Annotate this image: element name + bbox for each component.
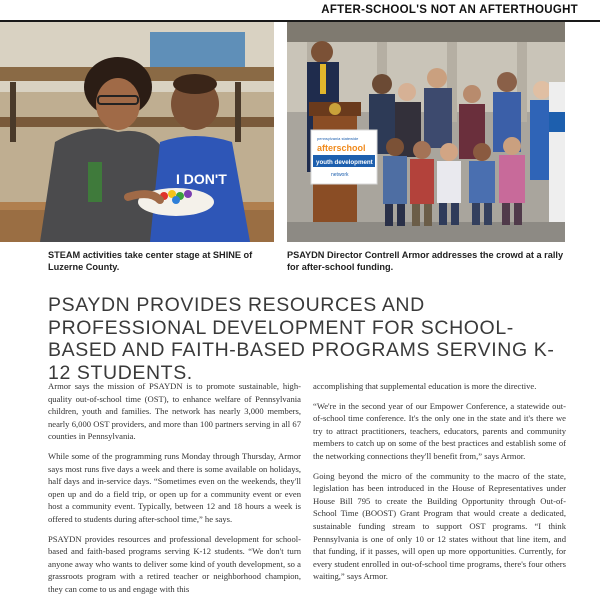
podium-sign-brand: afterschool [317, 143, 366, 153]
right-photo-caption: PSAYDN Director Contrell Armor addresses the crowd at a rally for after-school funding. [287, 250, 564, 272]
steam-photo-illustration [0, 22, 274, 242]
steam-activity-photo [0, 22, 274, 242]
section-header [0, 0, 600, 22]
left-photo-caption: STEAM activities take center stage at SHINE of Luzerne County. [48, 250, 253, 272]
article-paragraph: Armor says the mission of PSAYDN is to promote sustainable, high-quality out-of-school time (OST), to enhance welfare of Pennsylvania children, youth and families. The network has nearly 3,000 members, nearly 6,000 OST providers, and more than 100 partners serving in all 67 counties in Pennsylvania. [48, 381, 301, 442]
article-paragraph: Going beyond the micro of the community to the macro of the state, legislation has been introduced in the House of Representatives under House Bill 795 to create the Building Opportunity through Out-of-School Time (BOOST) Grant Program that would create a dedicated, sustainable funding stream to support OST programs. “I think Pennsylvania is one of only 10 or 12 states without that line item, and that funding, if it passes, will open up more opportunities. Currently, for every student enrolled in out-of-school time programs, there's four others waiting,” says Armor. [313, 470, 566, 582]
article-headline: PSAYDN PROVIDES RESOURCES AND PROFESSIONAL DEVELOPMENT FOR SCHOOL-BASED AND FAITH-BASED PROGRAMS SERVING K-12 STUDENTS. [48, 294, 555, 384]
section-title: AFTER-SCHOOL'S NOT AN AFTERTHOUGHT [321, 4, 578, 16]
shirt-text: I DON'T [176, 171, 227, 187]
article-column-right [313, 380, 566, 590]
rally-photo-illustration [287, 22, 565, 242]
article-column-left [48, 380, 301, 600]
article-paragraph: PSAYDN provides resources and professional development for school-based and faith-based programs serving K-12 students. “We don't turn anyone away who wants to deliver some kind of youth development, so a grassroots program with a retired teacher or neighborhood champion, they can come to us and engage with this [48, 533, 301, 594]
article-paragraph: While some of the programming runs Monday through Thursday, Armor says most runs five days a week and there is some available on holidays, half days and in-service days. “Sometimes even on the weekends, they'll open up and do a field trip, or open up for a community event or even host a community event. Typically, between 12 and 18 hours a week is offered to students during after-school time,” he says. [48, 450, 301, 524]
article-paragraph: accomplishing that supplemental education is more the directive. [313, 381, 537, 391]
podium-sign-small: pennsylvania statewide [317, 136, 359, 141]
podium-sign-tag: youth development [316, 159, 373, 166]
rally-photo [287, 22, 565, 242]
article-paragraph: “We're in the second year of our Empower Conference, a statewide out-of-school time conference. It's the only one in the state and it's there we try to attract practitioners, teachers, educators, parents and community members to catch up on some of the best practices and establish some of the networking connections they'll benefit from,” says Armor. [313, 400, 566, 461]
podium-sign-network: network [331, 172, 349, 178]
